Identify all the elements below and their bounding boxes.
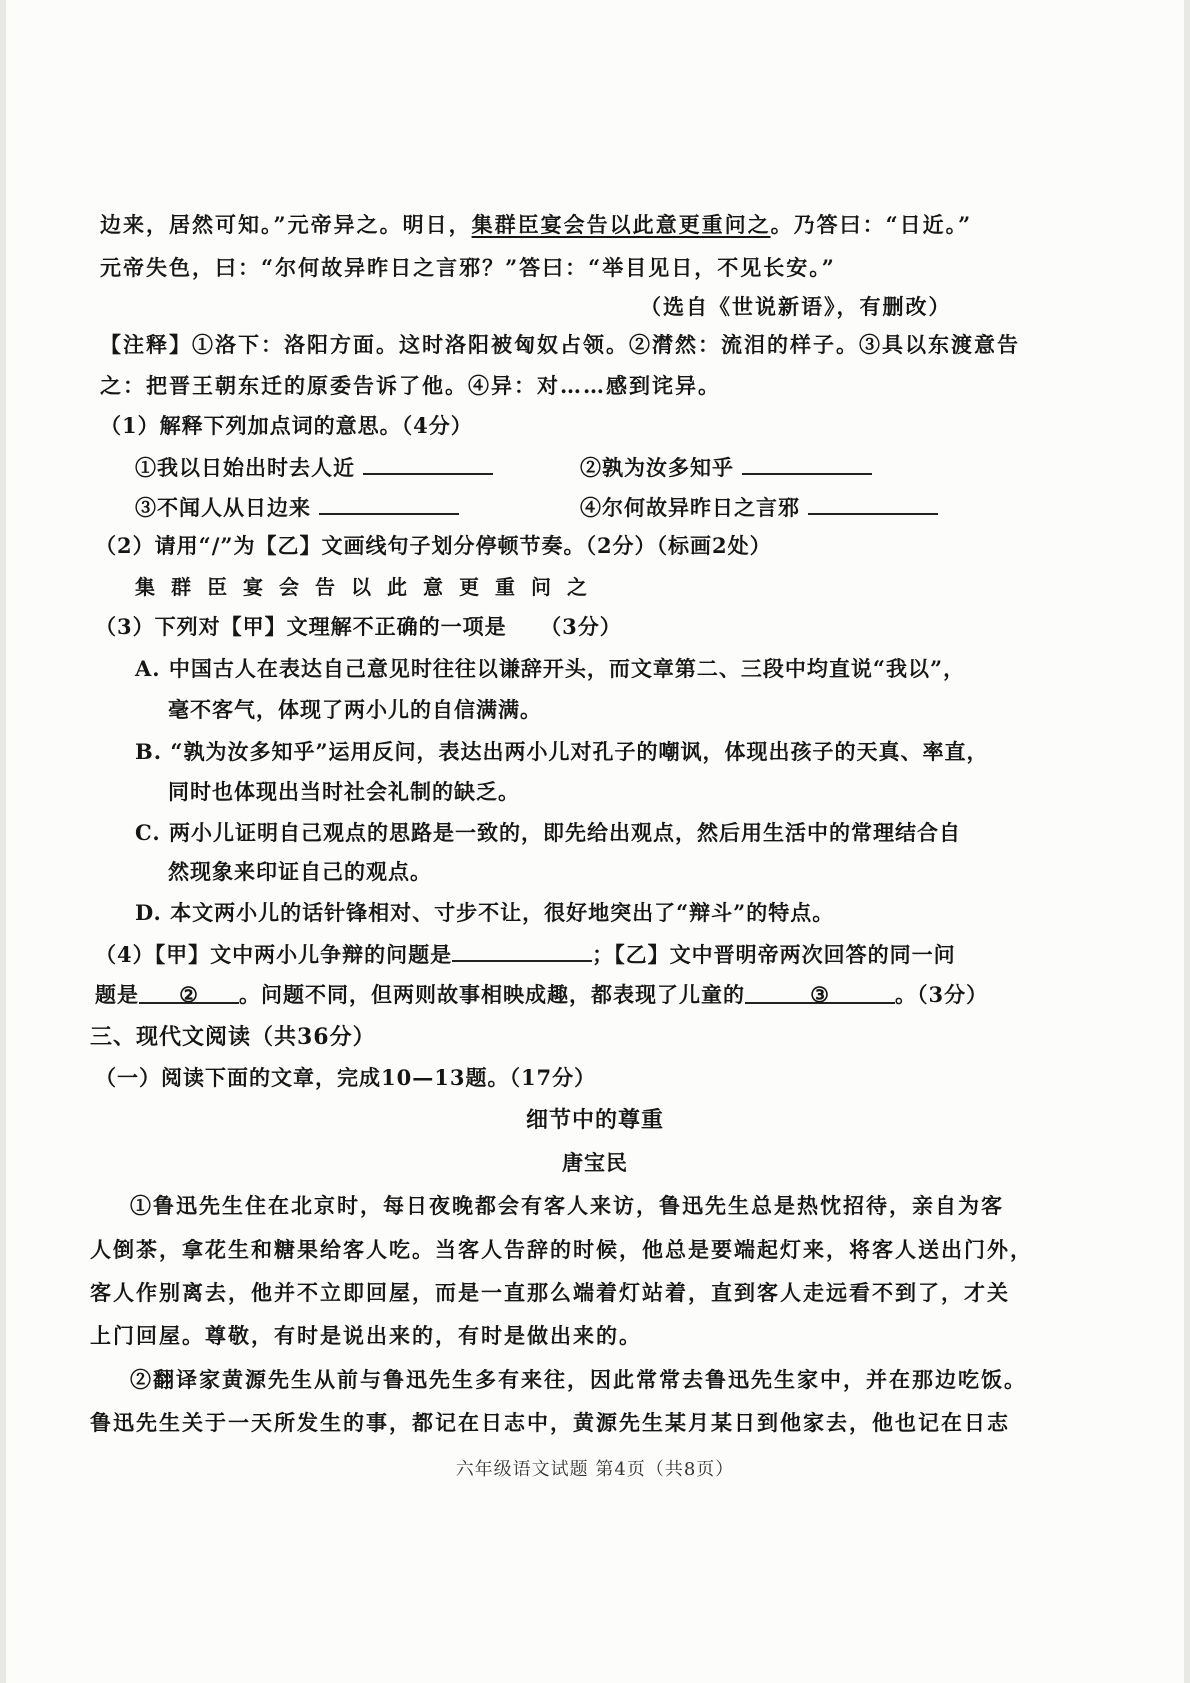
notes-line-2: 之：把晋王朝东迁的原委告诉了他。④异：对……感到诧异。 xyxy=(100,373,721,398)
article-author: 唐宝民 xyxy=(562,1150,628,1175)
q4-line-2: 题是 ② 。问题不同，但两则故事相映成趣，都表现了儿童的 ③ 。（3分） xyxy=(95,982,989,1007)
answer-blank-3[interactable]: ③ xyxy=(745,980,895,1004)
q1-item-4: ④尔何故异昨日之言邪 xyxy=(580,491,938,523)
article-title: 细节中的尊重 xyxy=(525,1107,664,1133)
q3-option-c-line1[interactable]: C. 两小儿证明自己观点的思路是一致的，即先给出观点，然后用生活中的常理结合自 xyxy=(135,820,961,845)
answer-blank-2[interactable]: ② xyxy=(139,980,239,1004)
article-p1-line3: 客人作别离去，他并不立即回屋，而是一直那么端着灯站着，直到客人走远看不到了，才关 xyxy=(90,1280,1010,1305)
scan-edge-left xyxy=(0,0,6,1683)
q3-option-d-line1[interactable]: D. 本文两小儿的话针锋相对、寸步不让，很好地突出了“辩斗”的特点。 xyxy=(135,900,835,925)
q4-line-1: （4）【甲】文中两小儿争辩的问题是 ；【乙】文中晋明帝两次回答的同一问 xyxy=(95,938,956,970)
page-footer: 六年级语文试题 第4页（共8页） xyxy=(455,1459,735,1480)
answer-blank[interactable] xyxy=(808,491,938,515)
answer-blank-1[interactable] xyxy=(452,938,592,962)
article-p2-line1: ②翻译家黄源先生从前与鲁迅先生多有来往，因此常常去鲁迅先生家中，并在那边吃饭。 xyxy=(130,1367,1027,1392)
q1-item-3: ③不闻人从日边来 xyxy=(135,491,459,523)
answer-blank[interactable] xyxy=(363,451,493,475)
q1-item-1: ①我以日始出时去人近 xyxy=(135,451,493,483)
answer-blank[interactable] xyxy=(742,451,872,475)
article-p1-line1: ①鲁迅先生住在北京时，每日夜晚都会有客人来访，鲁迅先生总是热忱招待，亲自为客 xyxy=(130,1193,1004,1218)
section-3-subheading: （一）阅读下面的文章，完成10—13题。（17分） xyxy=(95,1065,597,1090)
q3-option-b-line1[interactable]: B. “孰为汝多知乎”运用反问，表达出两小儿对孔子的嘲讽，体现出孩子的天真、率直， xyxy=(135,739,989,764)
q3-option-a-line2: 毫不客气，体现了两小儿的自信满满。 xyxy=(168,697,542,722)
q3-stem: （3）下列对【甲】文理解不正确的一项是 （3分） xyxy=(95,614,622,639)
q1-item-2: ②孰为汝多知乎 xyxy=(580,451,872,483)
article-p1-line2: 人倒茶，拿花生和糖果给客人吃。当客人告辞的时候，他总是要端起灯来，将客人送出门外， xyxy=(90,1237,1033,1262)
answer-blank[interactable] xyxy=(319,491,459,515)
section-3-heading: 三、现代文阅读（共36分） xyxy=(90,1024,376,1050)
q3-option-b-line2: 同时也体现出当时社会礼制的缺乏。 xyxy=(168,779,520,804)
q3-option-a-line1[interactable]: A. 中国古人在表达自己意见时往往以谦辞开头，而文章第二、三段中均直说“我以”， xyxy=(135,656,966,681)
q3-option-c-line2: 然现象来印证自己的观点。 xyxy=(168,859,432,884)
passage-line-2: 元帝失色，曰：“尔何故异昨日之言邪？”答曰：“举目见日，不见长安。” xyxy=(100,255,836,280)
article-p1-line4: 上门回屋。尊敬，有时是说出来的，有时是做出来的。 xyxy=(90,1323,642,1348)
underlined-sentence: 集群臣宴会告以此意更重问之 xyxy=(471,212,771,237)
passage-line-1: 边来，居然可知。”元帝异之。明日，集群臣宴会告以此意更重问之。乃答曰：“日近。” xyxy=(100,212,973,237)
notes-line-1: 【注释】①洛下：洛阳方面。这时洛阳被匈奴占领。②潸然：流泪的样子。③具以东渡意告 xyxy=(100,332,1020,357)
q2-sentence[interactable]: 集群臣宴会告以此意更重问之 xyxy=(135,575,603,599)
scan-edge-right xyxy=(1184,0,1190,1683)
q1-stem: （1）解释下列加点词的意思。（4分） xyxy=(100,413,473,438)
passage-source: （选自《世说新语》，有删改） xyxy=(640,294,952,319)
article-p2-line2: 鲁迅先生关于一天所发生的事，都记在日志中，黄源先生某月某日到他家去，他也记在日志 xyxy=(90,1410,1010,1435)
q2-stem: （2）请用“/”为【乙】文画线句子划分停顿节奏。（2分）（标画2处） xyxy=(95,533,772,558)
